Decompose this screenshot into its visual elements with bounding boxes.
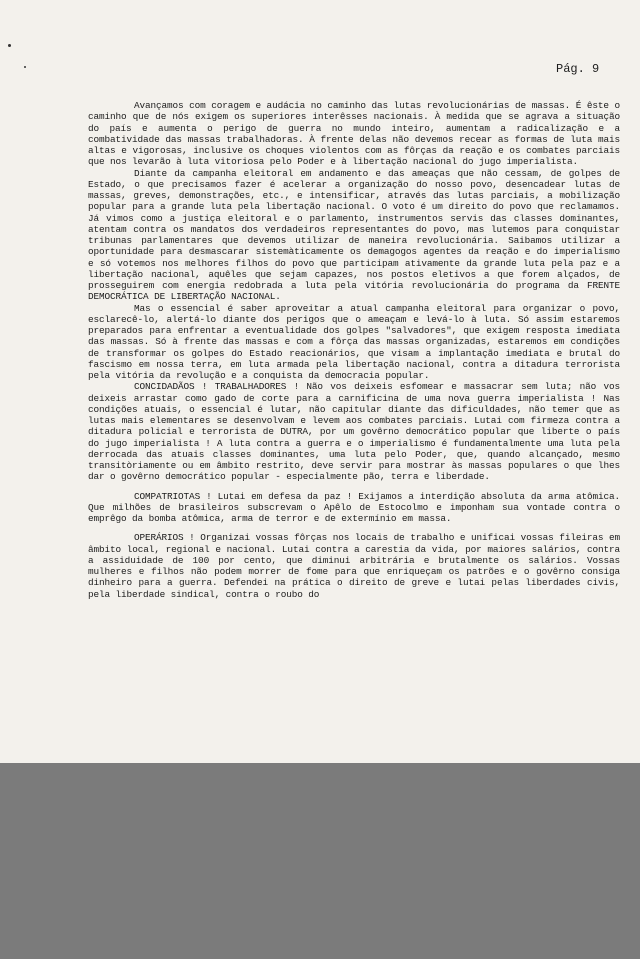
paragraph: OPERÁRIOS ! Organizai vossas fôrças nos locais de trabalho e unificai vossas fileiras em âmbito local, regional e nacional. Lutai contra a carestia da vida, por maiores salários, contra a assiduidade de 100 por cento, que diminui arbitrária e brutalmente os salários. Vossas mulheres e filhos não podem morrer de fome para que enriqueçam os patrões e o govêrno consiga dinheiro para a guerra. Defendei na prática o direito de greve e lutai pelas liberdades civis, pela liberdade sindical, contra o roubo do — [88, 532, 620, 600]
page-number: Pág. 9 — [556, 62, 600, 76]
page-speck — [8, 44, 11, 47]
body-text — [88, 100, 620, 600]
paragraph: Avançamos com coragem e audácia no caminho das lutas revolucionárias de massas. É êste o caminho que de nós exigem os superiores interêsses nacionais. À medida que se agrava a situação do país e aumenta o perigo de guerra no mundo inteiro, aumentam a radicalização e a combatividade das massas trabalhadoras. À frente delas não devemos recear as formas de luta mais altas e vigorosas, inclusive os choques violentos com as fôrças da reação e os combates parciais que nos levarão à luta vitoriosa pelo Poder e à libertação nacional do jugo imperialista. — [88, 100, 620, 168]
paragraph: Mas o essencial é saber aproveitar a atual campanha eleitoral para organizar o povo, esclarecê-lo, alertá-lo diante dos perigos que o ameaçam e levá-lo à luta. Só assim estaremos preparados para enfrentar a eventualidade dos golpes "salvadores", que exigem resposta imediata das massas. Só à frente das massas e com a fôrça das massas organizadas, estaremos em condições de transformar os golpes do Estado reacionários, que visam a implantação imediata e brutal do fascismo em nossa terra, em luta armada pela libertação nacional, contra a ditadura terrorista pela vitória da revolução e a conquista da democracia popular. — [88, 302, 620, 381]
scan-bottom-band — [0, 763, 640, 959]
paragraph: Diante da campanha eleitoral em andamento e das ameaças que não cessam, de golpes de Estado, o que precisamos fazer é acelerar a organização do nosso povo, desencadear lutas de massas, greves, demonstrações, etc., e intensificar, através das lutas parciais, a mobilização popular para a grande luta pela libertação nacional. O voto é um direito do povo que reclamamos. Já vimos como a justiça eleitoral e o parlamento, instrumentos servis das classes dominantes, atentam contra os mandatos dos verdadeiros representantes do povo, mas lutemos para conquistar tribunas parlamentares que devemos utilizar de maneira revolucionária. Saibamos utilizar a oportunidade para desmascarar sistemàticamente os demagogos agentes da reação e do imperialismo e só votemos nos melhores filhos do povo que participam ativamente da grande luta pela paz e a libertação nacional, aquêles que sejam capazes, nos postos eletivos a que forem alçados, de prosseguirem com energia redobrada a luta pela vitória revolucionária do programa da FRENTE DEMOCRÁTICA DE LIBERTAÇÃO NACIONAL. — [88, 167, 620, 303]
paragraph: COMPATRIOTAS ! Lutai em defesa da paz ! Exijamos a interdição absoluta da arma atômica. Que milhões de brasileiros subscrevam o Apêlo de Estocolmo e imponham sua vontade contra o emprêgo da bomba atômica, arma de terror e de extermínio em massa. — [88, 490, 620, 524]
paragraph: CONCIDADÃOS ! TRABALHADORES ! Não vos deixeis esfomear e massacrar sem luta; não vos deixeis arrastar como gado de corte para a carnificina de uma nova guerra imperialista ! Nas condições atuais, o essencial é lutar, não capitular diante das dificuldades, não temer que as lutas mais elementares se desenvolvam e levem aos combates parciais. Lutai com firmeza contra a ditadura policial e terrorista de DUTRA, por um govêrno democrático popular que liberte o país do jugo imperialista ! A luta contra a guerra e o imperialismo é fundamentalmente uma luta pela derrocada das atuais classes dominantes, uma luta pelo Poder, que, quando alcançado, mesmo transitòriamente ou em âmbito restrito, deve servir para mostrar às massas populares o que lhes dar o govêrno democrático popular - especialmente pão, terra e liberdade. — [88, 381, 620, 483]
page-speck — [24, 66, 26, 68]
